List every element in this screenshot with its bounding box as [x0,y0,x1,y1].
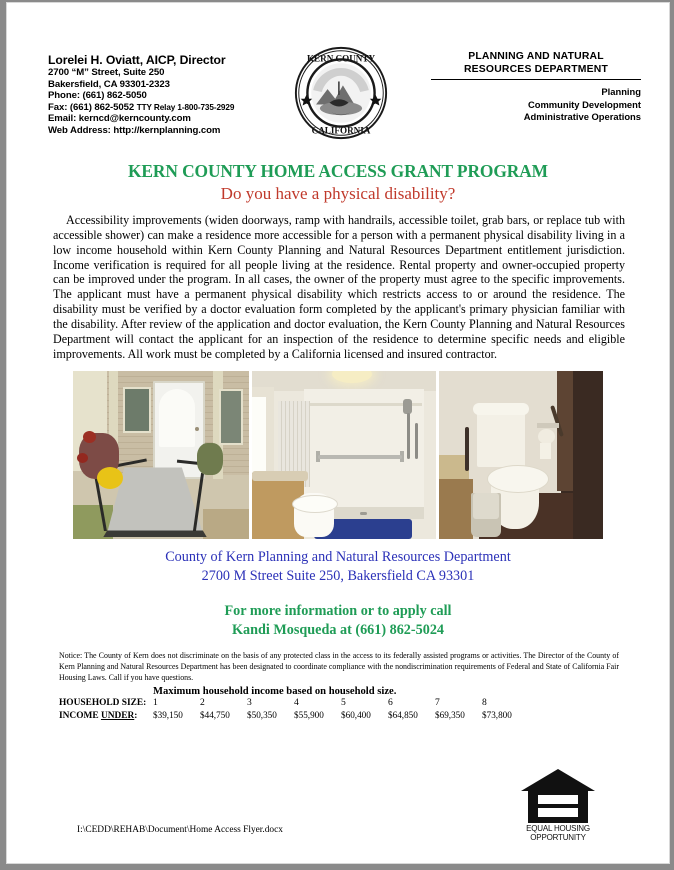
income-amount-cell: $60,400 [341,709,371,720]
household-size-cell: 5 [341,697,346,709]
director-name: Lorelei H. Oviatt, AICP, Director [48,53,226,67]
income-amount-cell: $55,900 [294,709,324,720]
header-divider [431,79,641,80]
income-amount-cell: $64,850 [388,709,418,720]
household-size-cell: 4 [294,697,299,709]
household-size-cell: 3 [247,697,252,709]
department-header [431,51,641,123]
letterhead [41,41,641,153]
phone-number: Phone: (661) 862-5050 [48,90,147,102]
equal-housing-opportunity-logo [515,769,601,842]
web-address[interactable]: Web Address: http://kernplanning.com [48,124,221,136]
photo-wheelchair-ramp [73,371,249,539]
department-title-line2: RESOURCES DEPARTMENT [463,63,609,75]
household-size-label: HOUSEHOLD SIZE: [59,698,147,709]
address-line-2: 2700 M Street Suite 250, Bakersfield CA 93301 [201,567,475,584]
eho-line-1: EQUAL HOUSING [526,824,590,833]
svg-text:KERN COUNTY: KERN COUNTY [306,53,376,64]
division-list [431,86,641,123]
address-line-1: County of Kern Planning and Natural Resources Department [165,549,511,566]
photo-strip [7,371,669,539]
department-title-line1: PLANNING AND NATURAL [468,51,604,62]
income-label-underlined: UNDER [100,710,135,721]
street-address: 2700 “M” Street, Suite 250 [48,67,165,78]
photo-accessible-toilet [439,371,603,539]
fax-main: Fax: (661) 862-5052 [48,101,135,113]
house-icon [521,769,595,823]
income-table-heading: Maximum household income based on household size. [153,686,397,698]
household-size-cell: 2 [200,697,205,709]
document-file-path: I:\CEDD\REHAB\Document\Home Access Flyer.docx [77,825,283,835]
household-size-cell: 8 [482,697,487,709]
household-size-cell: 6 [388,697,393,709]
household-size-row [59,697,619,710]
division-planning: Planning [601,86,641,98]
eho-line-2: OPPORTUNITY [530,832,586,842]
program-description: Accessibility improvements (widen doorways, ramp with handrails, accessible toilet, grab bars, or replace tub with accessible shower) can make a residence more accessible for a person with a permanent physical disability living in a low income household within Kern County Planning and Natural Resources Department entitlement jurisdiction. Income verification is required for all people living at the residence. Rental property and owner-occupied property can be improved under the program. In all cases, the owner of the property must agree to the specific improvements. The applicant must have a permanent physical disability which restricts access to or around the residence. The disability must be verified by a doctor evaluation form completed by the applicant's primary physician familiar with the disability. After review of the application and doctor evaluation, the Kern County Planning and Natural Resources Department will contact the applicant for an inspection of the residence to determine specific needs and eligible improvements. All work must be completed by a California licensed and insured contractor. [53,213,625,361]
flyer-page [6,2,670,864]
income-amount-cell: $50,350 [247,709,277,720]
income-amount-cell: $39,150 [153,709,183,720]
city-state-zip: Bakersfield, CA 93301-2323 [48,78,170,90]
photo-accessible-shower [252,371,436,539]
callout-line-2[interactable]: Kandi Mosqueda at (661) 862-5024 [231,621,445,638]
household-size-cell: 7 [435,697,440,709]
tty-relay: TTY Relay 1-800-735-2929 [136,102,235,112]
income-label-text: INCOME [59,710,101,721]
income-under-label [59,711,153,723]
svg-text:CALIFORNIA: CALIFORNIA [311,125,371,136]
callout-line-1: For more information or to apply call [224,603,452,620]
nondiscrimination-notice: Notice: The County of Kern does not discriminate on the basis of any protected class in the access to its federally assisted programs or activities. The Director of the County of Kern Planning and Natural Resources Department has been designated to coordinate compliance with the nondiscrimination requirements of Federal and State of California Fair Housing Laws. Call if you have questions. [59,651,619,682]
household-size-cell: 1 [153,697,158,709]
program-title: KERN COUNTY HOME ACCESS GRANT PROGRAM [128,161,548,181]
income-limits-table [59,686,619,722]
income-under-row [59,710,619,723]
division-administrative-operations: Administrative Operations [523,111,641,122]
fax-number [48,102,298,114]
income-amount-cell: $73,800 [482,709,512,720]
income-amount-cell: $69,350 [435,709,465,720]
contact-block [48,53,298,137]
contact-callout [7,602,669,639]
income-amount-cell: $44,750 [200,709,230,720]
email-address[interactable]: Email: kerncd@kerncounty.com [48,113,191,125]
kern-county-seal-icon [293,45,389,141]
income-label-colon: : [134,710,138,721]
department-address-block [7,548,669,585]
program-subtitle: Do you have a physical disability? [220,184,456,203]
division-community-development: Community Development [527,98,641,110]
